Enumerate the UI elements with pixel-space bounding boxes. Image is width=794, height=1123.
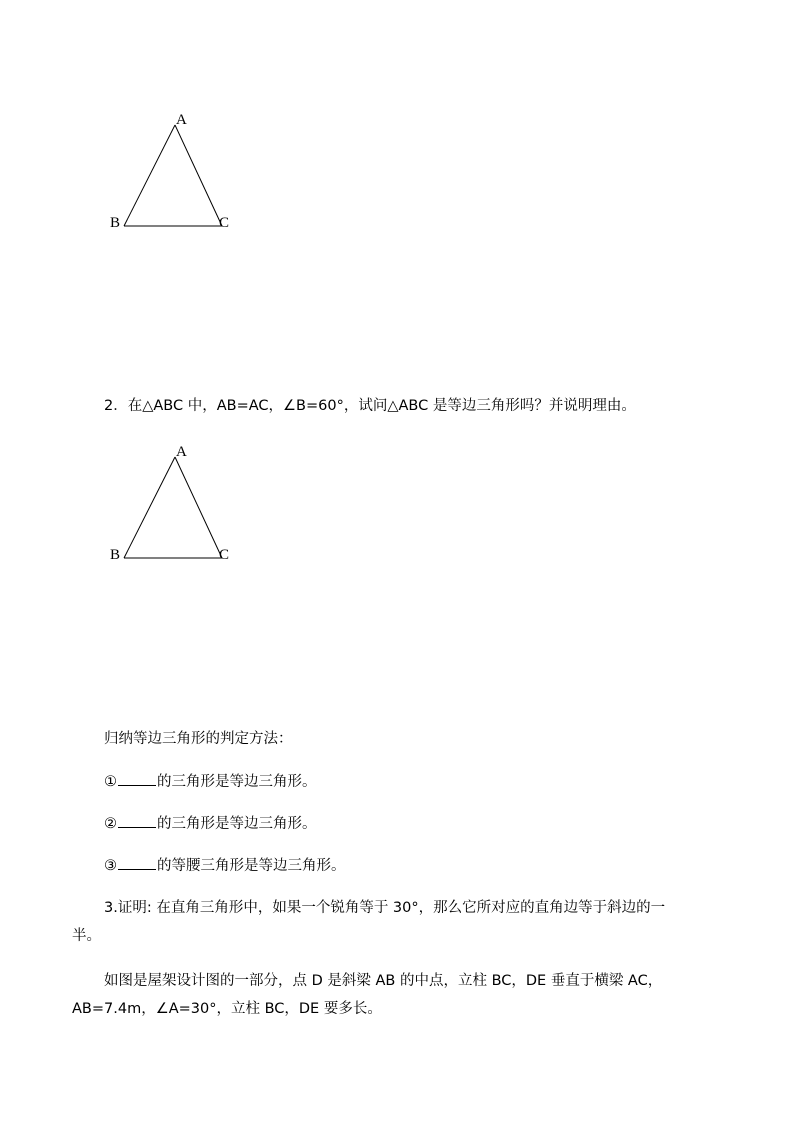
- answer-blank[interactable]: [118, 855, 156, 870]
- summary-item-3: [104, 855, 346, 876]
- item-marker: ①: [104, 774, 117, 790]
- question-2: 2．在△ABC 中，AB=AC，∠B=60°，试问△ABC 是等边三角形吗？并说明理由。: [104, 398, 636, 414]
- answer-blank[interactable]: [118, 771, 156, 786]
- item-marker: ②: [104, 816, 117, 832]
- summary-heading: 归纳等边三角形的判定方法：: [104, 731, 293, 747]
- side-ab: [124, 125, 175, 226]
- vertex-label-c: C: [219, 547, 230, 563]
- side-ab: [124, 457, 175, 558]
- triangle-figure-1: [100, 108, 250, 233]
- vertex-label-b: B: [110, 215, 121, 231]
- problem-line-2: AB=7.4m，∠A=30°，立柱 BC，DE 要多长。: [72, 1001, 382, 1017]
- roof-truss-problem: [72, 971, 732, 1019]
- question-3: [72, 898, 732, 946]
- side-ac: [175, 457, 222, 558]
- item-text: 的三角形是等边三角形。: [157, 816, 317, 832]
- vertex-label-b: B: [110, 547, 121, 563]
- summary-item-2: [104, 813, 317, 834]
- triangle-diagram: [100, 440, 250, 565]
- vertex-label-a: A: [176, 112, 187, 128]
- vertex-label-a: A: [176, 444, 187, 460]
- item-text: 的三角形是等边三角形。: [157, 774, 317, 790]
- summary-item-1: [104, 771, 317, 792]
- triangle-diagram: [100, 108, 250, 233]
- vertex-label-c: C: [219, 215, 230, 231]
- question-3-line-2: 半。: [72, 928, 101, 944]
- side-ac: [175, 125, 222, 226]
- question-3-line-1: 3.证明: 在直角三角形中，如果一个锐角等于 30°，那么它所对应的直角边等于斜边的一: [104, 900, 666, 916]
- problem-line-1: 如图是屋架设计图的一部分，点 D 是斜梁 AB 的中点，立柱 BC，DE 垂直于横梁 AC，: [104, 973, 663, 989]
- item-marker: ③: [104, 858, 117, 874]
- item-text: 的等腰三角形是等边三角形。: [157, 858, 346, 874]
- triangle-figure-2: [100, 440, 250, 565]
- answer-blank[interactable]: [118, 813, 156, 828]
